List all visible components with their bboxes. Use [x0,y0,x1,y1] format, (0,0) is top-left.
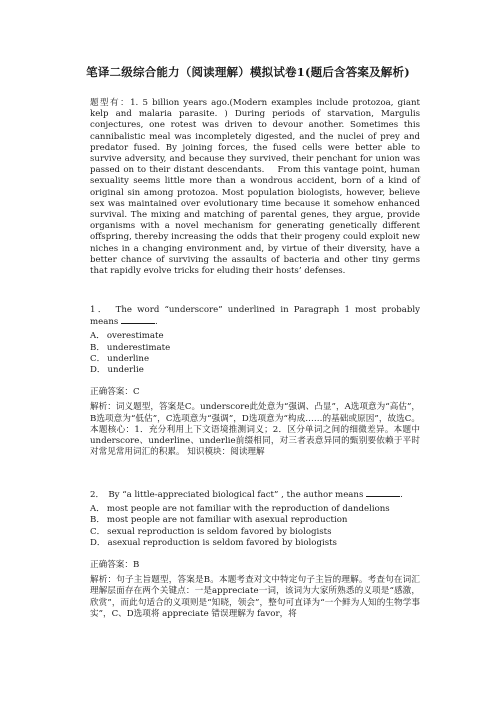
option-a[interactable]: A． overestimate [90,331,164,342]
option-c[interactable]: C． underline [90,353,150,364]
explanation: 解析：句子主旨题型，答案是B。本题考查对文中特定句子主旨的理解。考查句在词汇理解层面存在两个关键点：一是appreciate一词，该词为大家所熟悉的义项是“感激，欣赏”，而此句适合的义项则是“知晓，领会”，整句可直译为“一个鲜为人知的生物学事实”，C、D选项将 appreciate 错误理解为 favor，将 [90,575,420,619]
answer-blank [366,489,400,497]
document-title: 笔译二级综合能力（阅读理解）模拟试卷1(题后含答案及解析) [86,65,410,79]
option-a[interactable]: A． most people are not familiar with the reproduction of dandelions [90,504,390,515]
option-b[interactable]: B． underestimate [90,342,171,353]
question-2 [90,489,420,620]
option-d[interactable]: D． underlie [90,365,144,376]
question-1 [90,305,420,458]
correct-answer: 正确答案：C [90,387,140,398]
question-stem: 2． By “a little-appreciated biological fact” , the author means . [90,490,403,500]
answer-blank [121,316,155,324]
explanation: 解析：词义题型，答案是C。underscore此处意为“强调、凸显”，A选项意为“高估”，B选项意为“低估”，C选项意为“强调”，D选项意为“构成……的基础或原因”，故选C。本题核心：1．充分利用上下文语境推测词义；2．区分单词之间的细微差异。本题中underscore、underline、underlie前缀相同，对三者表意异同的甄别要依赖于平时对常见常用词汇的积累。 知识模块：阅读理解 [90,402,420,458]
option-d[interactable]: D． asexual reproduction is seldom favored by biologists [90,537,337,548]
reading-passage: 题型有：1. 5 billion years ago.(Modern examples include protozoa, giant kelp and malaria parasite. ) During periods of starvation, Margulis conjectures, one rotest was driven to devour another. Sometimes this cannibalistic meal was incompletely digested, and the nuclei of prey and predator fused. By joining forces, the fused cells were better able to survive adversity, and because they survived, their penchant for union was passed on to their distant descendants. From this vantage point, human sexuality seems little more than a wondrous accident, born of a kind of original sin among protozoa. Most population biologists, however, believe sex was maintained over evolutionary time because it somehow enhanced survival. The mixing and matching of parental genes, they argue, provide organisms with a novel mechanism for generating genetically different offspring, thereby increasing the odds that their progeny could exploit new niches in a changing environment and, by virtue of their diversity, have a better chance of surviving the assaults of bacteria and other tiny germs that rapidly evolve tricks for eluding their hosts’ defenses. [90,98,420,277]
option-b[interactable]: B． most people are not familiar with asexual reproduction [90,515,348,526]
correct-answer: 正确答案：B [90,560,140,571]
question-stem: 1． The word “underscore” underlined in Paragraph 1 most probably means . [90,305,420,328]
option-c[interactable]: C． sexual reproduction is seldom favored by biologists [90,526,332,537]
